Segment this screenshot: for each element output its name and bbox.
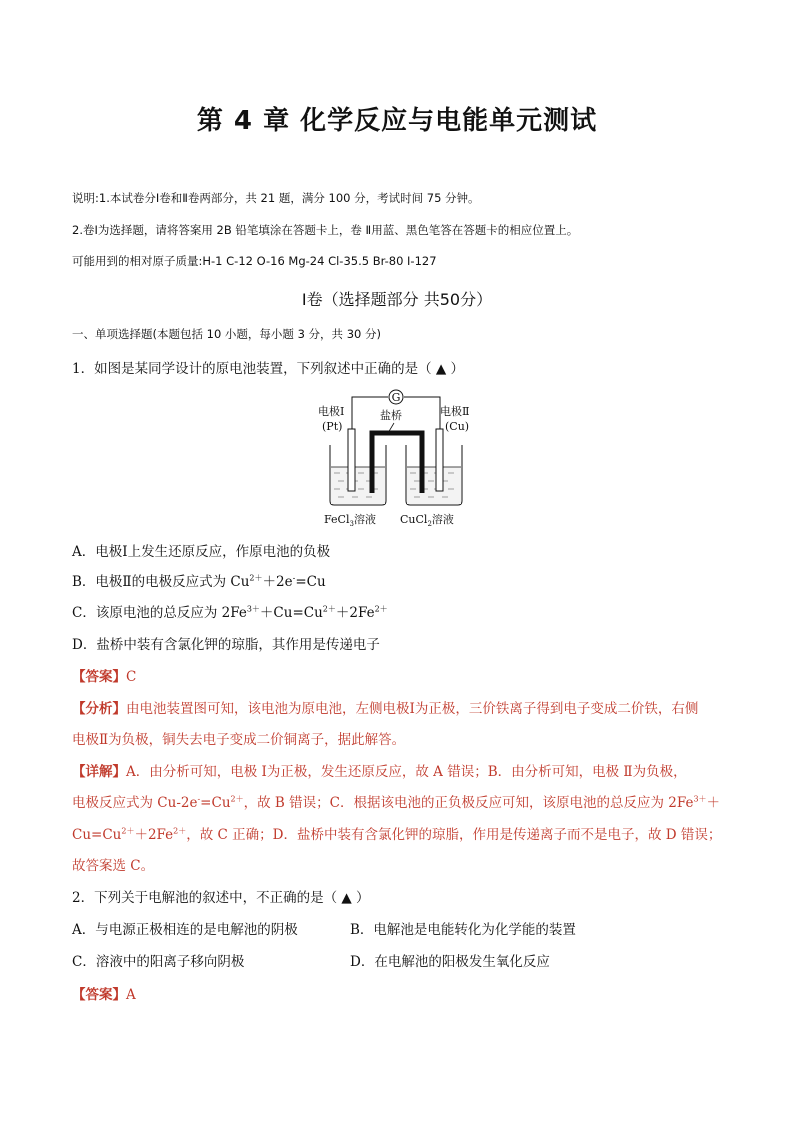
q1-detail-line-4: 故答案选 C。 xyxy=(72,858,155,874)
q1-stem: 1．如图是某同学设计的原电池装置，下列叙述中正确的是（ ▲ ） xyxy=(72,361,465,377)
q2-option-a: A．与电源正极相连的是电解池的阴极 xyxy=(72,922,298,938)
page-title: 第 4 章 化学反应与电能单元测试 xyxy=(196,106,598,136)
galvanic-cell-figure xyxy=(318,383,478,528)
q1-analysis-line-2: 电极Ⅱ为负极，铜失去电子变成二价铜离子，据此解答。 xyxy=(72,732,406,748)
q1-detail-line-3: $Cu=Cu^{2+}+2Fe^{2+}$，故 C 正确；D．盐桥中装有含氯化钾的琼脂，作用是传递离子而不是电子，故 D 错误； xyxy=(72,826,722,843)
galvanic-cell-diagram xyxy=(318,383,478,528)
q1-option-a: A．电极Ⅰ上发生还原反应，作原电池的负极 xyxy=(72,544,331,560)
electrode1-material: (Pt) xyxy=(322,420,343,433)
q1-option-b: B．电极Ⅱ的电极反应式为 $Cu^{2+}+2e^-=Cu$ xyxy=(72,573,326,590)
q1-option-d: D．盐桥中装有含氯化钾的琼脂，其作用是传递电子 xyxy=(72,637,380,653)
section-title: Ⅰ卷（选择题部分 共50分） xyxy=(301,290,493,309)
note-line-1: 说明:1.本试卷分Ⅰ卷和Ⅱ卷两部分，共 21 题，满分 100 分，考试时间 75 分钟。 xyxy=(72,191,480,205)
q1-option-c: C．该原电池的总反应为 $2Fe^{3+}+Cu=Cu^{2+}+2Fe^{2+}$ xyxy=(72,604,388,621)
part-heading: 一、单项选择题(本题包括 10 小题，每小题 3 分，共 30 分) xyxy=(72,327,381,341)
electrode1-label: 电极Ⅰ xyxy=(318,405,345,418)
electrode2-material: (Cu) xyxy=(445,420,470,433)
salt-bridge-label: 盐桥 xyxy=(380,409,402,422)
galvanometer-label: G xyxy=(391,391,401,404)
left-solution xyxy=(331,467,385,504)
right-solution xyxy=(407,467,461,504)
q2-option-c: C．溶液中的阳离子移向阴极 xyxy=(72,954,245,970)
electrode2-cu xyxy=(436,429,443,491)
q1-detail-line-1: 【详解】A．由分析可知，电极 Ⅰ为正极，发生还原反应，故 A 错误；B．由分析可知，电极 Ⅱ为负极， xyxy=(72,764,687,780)
electrode1-pt xyxy=(348,429,355,491)
note-line-2: 2.卷Ⅰ为选择题，请将答案用 2B 铅笔填涂在答题卡上，卷 Ⅱ用蓝、黑色笔答在答题卡的相应位置上。 xyxy=(72,223,579,237)
note-line-3: 可能用到的相对原子质量:H-1 C-12 O-16 Mg-24 Cl-35.5 Br-80 I-127 xyxy=(72,254,437,268)
q1-detail-line-2: 电极反应式为 $Cu-2e^-=Cu^{2+}$，故 B 错误；C．根据该电池的正负极反应可知，该原电池的总反应为 $2Fe^{3+}+$ xyxy=(72,794,721,811)
q2-answer: 【答案】A xyxy=(72,987,136,1003)
q1-answer: 【答案】C xyxy=(72,669,137,685)
q2-option-b: B．电解池是电能转化为化学能的装置 xyxy=(350,922,576,938)
q1-analysis-line-1: 【分析】由电池装置图可知，该电池为原电池，左侧电极Ⅰ为正极，三价铁离子得到电子变成二价铁，右侧 xyxy=(72,701,699,717)
electrode2-label: 电极Ⅱ xyxy=(440,405,470,418)
left-solution-label: FeCl$_3$溶液 xyxy=(324,513,376,528)
q2-option-d: D．在电解池的阳极发生氧化反应 xyxy=(350,954,550,970)
wire-right xyxy=(404,397,440,429)
q2-stem: 2．下列关于电解池的叙述中，不正确的是（ ▲ ） xyxy=(72,890,370,906)
right-solution-label: CuCl$_2$溶液 xyxy=(400,513,454,528)
